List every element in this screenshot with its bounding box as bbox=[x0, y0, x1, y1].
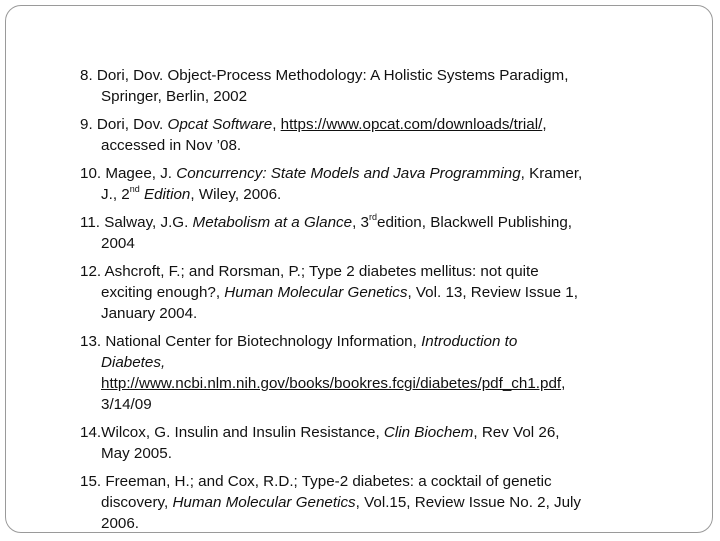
ref-9-authors: 9. Dori, Dov. bbox=[80, 116, 168, 133]
reference-item-10 bbox=[80, 163, 680, 205]
ref-9-link[interactable]: https://www.opcat.com/downloads/trial/ bbox=[280, 116, 543, 133]
ref-9-sep: , bbox=[272, 116, 281, 133]
ref-8-line2: Springer, Berlin, 2002 bbox=[101, 88, 248, 105]
ref-13-authors: 13. National Center for Biotechnology Information, bbox=[80, 333, 422, 350]
ref-13-link[interactable]: http://www.ncbi.nlm.nih.gov/books/bookres.fcgi/diabetes/pdf_ch1.pdf bbox=[101, 375, 562, 392]
reference-item-8 bbox=[80, 65, 680, 107]
reference-item-14 bbox=[80, 422, 680, 464]
ref-15-volume: , Vol.15, Review Issue No. 2, July bbox=[355, 494, 582, 511]
ref-15-year: 2006. bbox=[101, 515, 140, 532]
ref-13-title: Introduction to bbox=[421, 333, 518, 350]
reference-item-15 bbox=[80, 471, 680, 534]
ref-12-journal: Human Molecular Genetics bbox=[224, 284, 408, 301]
ref-13-comma: , bbox=[561, 375, 566, 392]
ref-13-title-cont: Diabetes, bbox=[101, 354, 166, 371]
ref-9-accessed: accessed in Nov ’08. bbox=[101, 137, 242, 154]
ref-10-ordinal: nd bbox=[129, 183, 140, 194]
ref-9-comma: , bbox=[542, 116, 547, 133]
ref-15-journal: Human Molecular Genetics bbox=[172, 494, 356, 511]
ref-11-ordinal: rd bbox=[368, 211, 377, 222]
ref-10-title: Concurrency: State Models and Java Programming bbox=[176, 165, 521, 182]
ref-11-year: 2004 bbox=[101, 235, 135, 252]
ref-14-journal: Clin Biochem bbox=[383, 424, 474, 441]
ref-14-volume: , Rev Vol 26, bbox=[473, 424, 560, 441]
ref-15-line1: 15. Freeman, H.; and Cox, R.D.; Type-2 diabetes: a cocktail of genetic bbox=[80, 473, 552, 490]
ref-11-title: Metabolism at a Glance bbox=[192, 214, 353, 231]
ref-10-publisher: , Wiley, 2006. bbox=[190, 186, 282, 203]
ref-15-line2: discovery, bbox=[101, 494, 173, 511]
ref-11-authors: 11. Salway, J.G. bbox=[80, 214, 193, 231]
ref-10-edition: Edition bbox=[139, 186, 191, 203]
ref-10-authors: 10. Magee, J. bbox=[80, 165, 177, 182]
reference-item-11 bbox=[80, 212, 680, 254]
ref-10-editor: , Kramer, bbox=[520, 165, 583, 182]
ref-9-title: Opcat Software bbox=[167, 116, 273, 133]
ref-14-date: May 2005. bbox=[101, 445, 172, 462]
reference-list bbox=[80, 65, 680, 541]
ref-12-line2: exciting enough?, bbox=[101, 284, 225, 301]
ref-14-authors: 14.Wilcox, G. Insulin and Insulin Resistance, bbox=[80, 424, 384, 441]
reference-item-12 bbox=[80, 261, 680, 324]
ref-12-volume: , Vol. 13, Review Issue 1, bbox=[407, 284, 578, 301]
ref-11-publisher: edition, Blackwell Publishing, bbox=[377, 214, 573, 231]
ref-12-date: January 2004. bbox=[101, 305, 198, 322]
ref-8-line1: 8. Dori, Dov. Object-Process Methodology: A Holistic Systems Paradigm, bbox=[80, 67, 569, 84]
reference-item-9 bbox=[80, 114, 680, 156]
ref-12-line1: 12. Ashcroft, F.; and Rorsman, P.; Type 2 diabetes mellitus: not quite bbox=[80, 263, 539, 280]
reference-item-13 bbox=[80, 331, 680, 415]
ref-11-edition-num: , 3 bbox=[352, 214, 369, 231]
ref-13-date: 3/14/09 bbox=[101, 396, 152, 413]
ref-10-line2: J., 2 bbox=[101, 186, 130, 203]
